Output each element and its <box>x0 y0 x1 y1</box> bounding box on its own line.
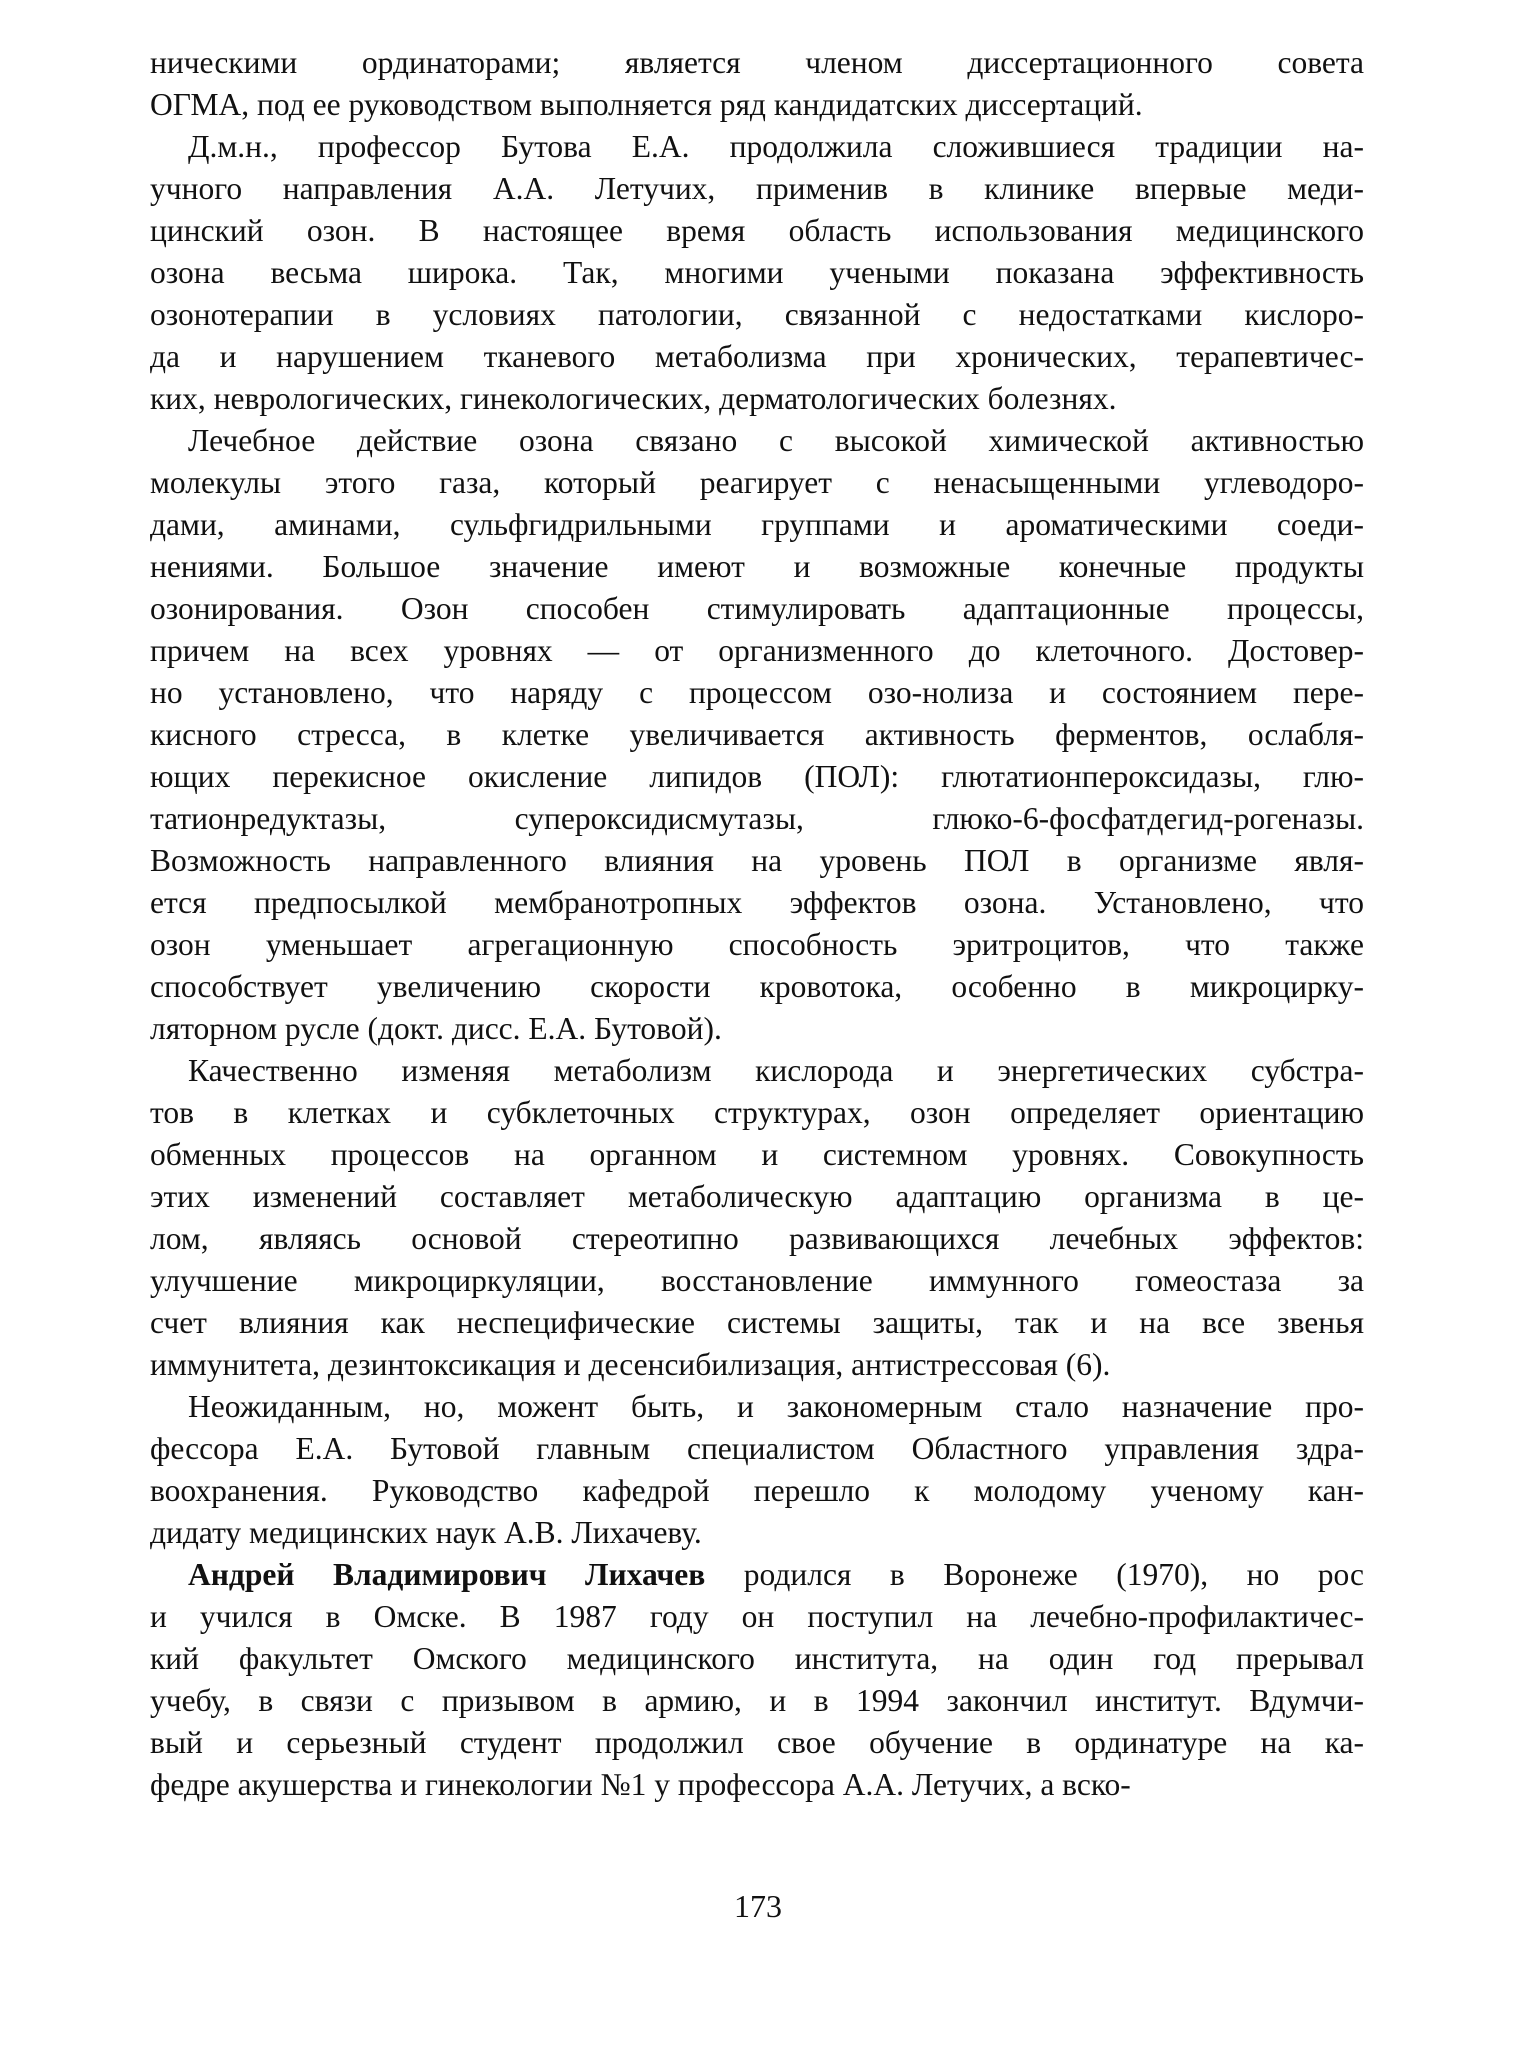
text-line: обменных процессов на органном и системном уровнях. Совокупность <box>150 1137 1364 1172</box>
text-line: нениями. Большое значение имеют и возможные конечные продукты <box>150 549 1364 584</box>
text-line: лом, являясь основой стереотипно развивающихся лечебных эффектов: <box>150 1221 1364 1256</box>
text-line: счет влияния как неспецифические системы защиты, так и на все звенья <box>150 1305 1364 1340</box>
text-line: Возможность направленного влияния на уровень ПОЛ в организме явля- <box>150 843 1364 878</box>
text-line: воохранения. Руководство кафедрой перешло к молодому ученому кан- <box>150 1473 1364 1508</box>
text-line: этих изменений составляет метаболическую адаптацию организма в це- <box>150 1179 1364 1214</box>
text-line: но установлено, что наряду с процессом озо-нолиза и состоянием пере- <box>150 675 1364 710</box>
text-line: тов в клетках и субклеточных структурах, озон определяет ориентацию <box>150 1095 1364 1130</box>
page-number: 173 <box>734 1888 782 1924</box>
text-line: ляторном русле (докт. дисс. Е.А. Бутовой). <box>150 1011 722 1046</box>
text-line: татионредуктазы, супероксидисмутазы, глюко-6-фосфатдегид-рогеназы. <box>150 801 1364 836</box>
text-line: ОГМА, под ее руководством выполняется ряд кандидатских диссертаций. <box>150 87 1143 122</box>
text-line: причем на всех уровнях — от организменного до клеточного. Достовер- <box>150 633 1364 668</box>
text-line: улучшение микроциркуляции, восстановление иммунного гомеостаза за <box>150 1263 1364 1298</box>
text-line: ническими ординаторами; является членом диссертационного совета <box>150 45 1364 80</box>
text-line: да и нарушением тканевого метаболизма при хронических, терапевтичес- <box>150 339 1364 374</box>
text-line: Лечебное действие озона связано с высокой химической активностью <box>188 423 1364 458</box>
text-line: Д.м.н., профессор Бутова Е.А. продолжила сложившиеся традиции на- <box>188 129 1364 164</box>
text-line: молекулы этого газа, который реагирует с ненасыщенными углеводоро- <box>150 465 1364 500</box>
paragraph-p2 <box>150 126 1364 420</box>
paragraph-p1 <box>150 42 1364 126</box>
text-line: ется предпосылкой мембранотропных эффектов озона. Установлено, что <box>150 885 1364 920</box>
text-line: фессора Е.А. Бутовой главным специалистом Областного управления здра- <box>150 1431 1364 1466</box>
paragraph-p3 <box>150 420 1364 1050</box>
text-line: озон уменьшает агрегационную способность эритроцитов, что также <box>150 927 1364 962</box>
bold-name: Андрей Владимирович Лихачев <box>188 1557 706 1592</box>
text-line: кисного стресса, в клетке увеличивается активность ферментов, ослабля- <box>150 717 1364 752</box>
text-line: дидату медицинских наук А.В. Лихачеву. <box>150 1515 702 1550</box>
text-line: Неожиданным, но, можент быть, и закономерным стало назначение про- <box>188 1389 1364 1424</box>
text-line: ющих перекисное окисление липидов (ПОЛ): глютатионпероксидазы, глю- <box>150 759 1364 794</box>
text-line: Качественно изменяя метаболизм кислорода и энергетических субстра- <box>188 1053 1364 1088</box>
text-line <box>150 1554 1364 1596</box>
page-body <box>150 42 1364 1806</box>
text-line: иммунитета, дезинтоксикация и десенсибилизация, антистрессовая (6). <box>150 1347 1111 1382</box>
text-line: дами, аминами, сульфгидрильными группами и ароматическими соеди- <box>150 507 1364 542</box>
text-line: учебу, в связи с призывом в армию, и в 1994 закончил институт. Вдумчи- <box>150 1683 1364 1718</box>
text-line: вый и серьезный студент продолжил свое обучение в ординатуре на ка- <box>150 1725 1364 1760</box>
text-line: озонотерапии в условиях патологии, связанной с недостатками кислоро- <box>150 297 1364 332</box>
line-text: родился в Воронеже (1970), но рос <box>705 1557 1364 1592</box>
text-line: учного направления А.А. Летучих, применив в клинике впервые меди- <box>150 171 1364 206</box>
text-line: способствует увеличению скорости кровотока, особенно в микроцирку- <box>150 969 1364 1004</box>
paragraph-p6 <box>150 1554 1364 1806</box>
text-line: кий факультет Омского медицинского института, на один год прерывал <box>150 1641 1364 1676</box>
text-line: ких, неврологических, гинекологических, дерматологических болезнях. <box>150 381 1117 416</box>
text-line: озонирования. Озон способен стимулировать адаптационные процессы, <box>150 591 1364 626</box>
paragraph-p5 <box>150 1386 1364 1554</box>
text-line: федре акушерства и гинекологии №1 у профессора А.А. Летучих, а вско- <box>150 1767 1131 1802</box>
text-line: и учился в Омске. В 1987 году он поступил на лечебно-профилактичес- <box>150 1599 1364 1634</box>
text-line: озона весьма широка. Так, многими учеными показана эффективность <box>150 255 1364 290</box>
paragraph-p4 <box>150 1050 1364 1386</box>
text-line: цинский озон. В настоящее время область использования медицинского <box>150 213 1364 248</box>
